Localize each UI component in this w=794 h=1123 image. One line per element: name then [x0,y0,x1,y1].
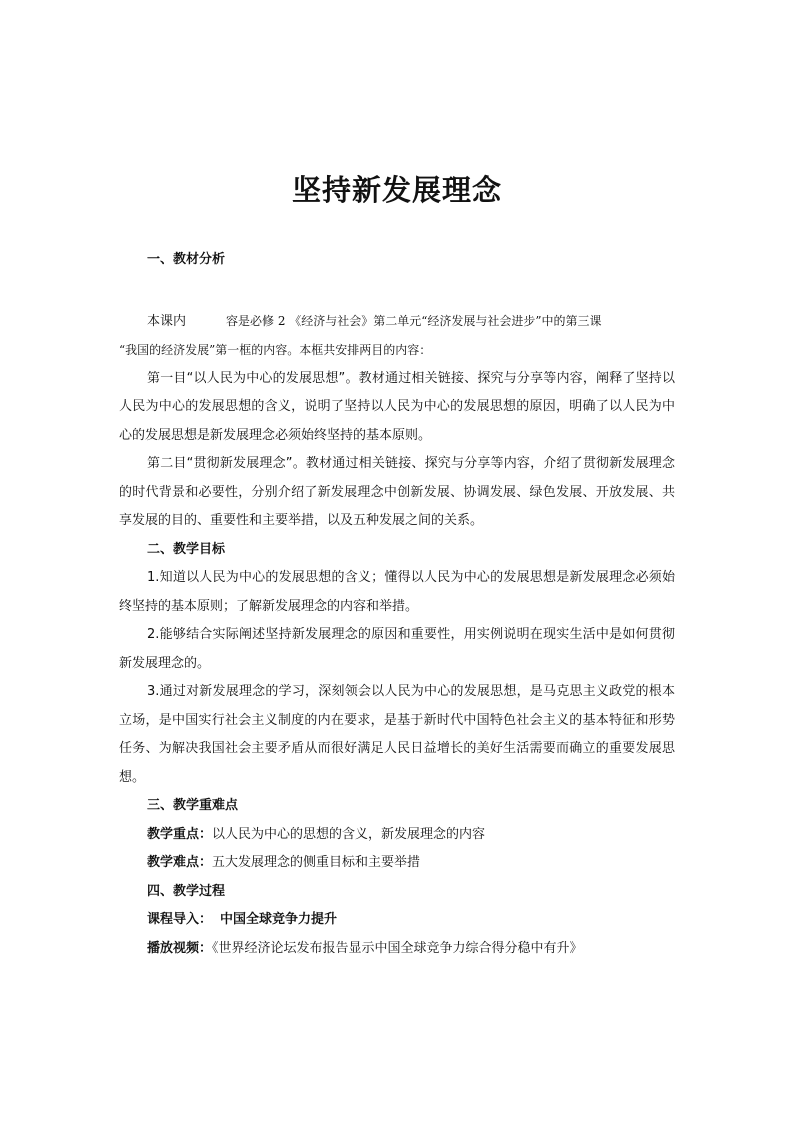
focus-text: 以人民为中心的思想的含义，新发展理念的内容 [212,826,486,842]
course-intro-label: 课程导入： [147,912,213,927]
focus-line [147,821,675,850]
section-heading-goals: 二、教学目标 [147,541,226,557]
goal-item-1: 1.知道以人民为中心的发展思想的含义；懂得以人民为中心的发展思想是新发展理念必须始终坚持的基本原则；了解新发展理念的内容和举措。 [119,570,675,614]
intro-part-a: 本课内 [147,313,187,329]
intro-line-2: “我国的经济发展”第一框的内容。本框共安排两目的内容： [119,343,432,357]
analysis-paragraph-2: 第二目“贯彻新发展理念”。教材通过相关链接、探究与分享等内容，介绍了贯彻新发展理念的时代背景和必要性，分别介绍了新发展理念中创新发展、协调发展、绿色发展、开放发展、共享发展的目的、重要性和主要举措，以及五种发展之间的关系。 [119,456,675,528]
page-title: 坚持新发展理念 [291,173,502,207]
goal-item-3: 3.通过对新发展理念的学习，深刻领会以人民为中心的发展思想，是马克思主义政党的根本立场，是中国实行社会主义制度的内在要求，是基于新时代中国特色社会主义的基本特征和形势任务、为解决我国社会主要矛盾从而很好满足人民日益增长的美好生活需要而确立的重要发展思想。 [119,684,675,785]
difficulty-text: 五大发展理念的侧重目标和主要举措 [212,855,421,870]
video-label: 播放视频： [147,940,213,956]
course-intro-text: 中国全球竞争力提升 [220,912,338,927]
section-heading-keypoints: 三、教学重难点 [147,798,239,813]
video-line [147,935,675,964]
goal-item-2: 2.能够结合实际阐述坚持新发展理念的原因和重要性，用实例说明在现实生活中是如何贯彻新发展理念的。 [119,627,675,671]
analysis-paragraph-1: 第一目“以人民为中心的发展思想”。教材通过相关链接、探究与分享等内容，阐释了坚持以人民为中心的发展思想的含义，说明了坚持以人民为中心的发展思想的原因，明确了以人民为中心的发展思想是新发展理念必须始终坚持的基本原则。 [119,370,675,443]
difficulty-label: 教学难点： [147,855,213,870]
section-heading-process: 四、教学过程 [147,883,226,899]
intro-part-b: 容是必修 2 《经济与社会》第二单元“经济发展与社会进步”中的第三课 [226,313,602,328]
analysis-intro [119,307,675,365]
course-intro-line [147,906,675,935]
difficulty-line [147,849,675,878]
intro-line-1 [147,307,675,337]
document-body [119,246,675,963]
focus-label: 教学重点： [147,826,213,842]
section-heading-analysis: 一、教材分析 [147,252,226,267]
video-title: 《世界经济论坛发布报告显示中国全球竞争力综合得分稳中有升》 [212,940,583,956]
